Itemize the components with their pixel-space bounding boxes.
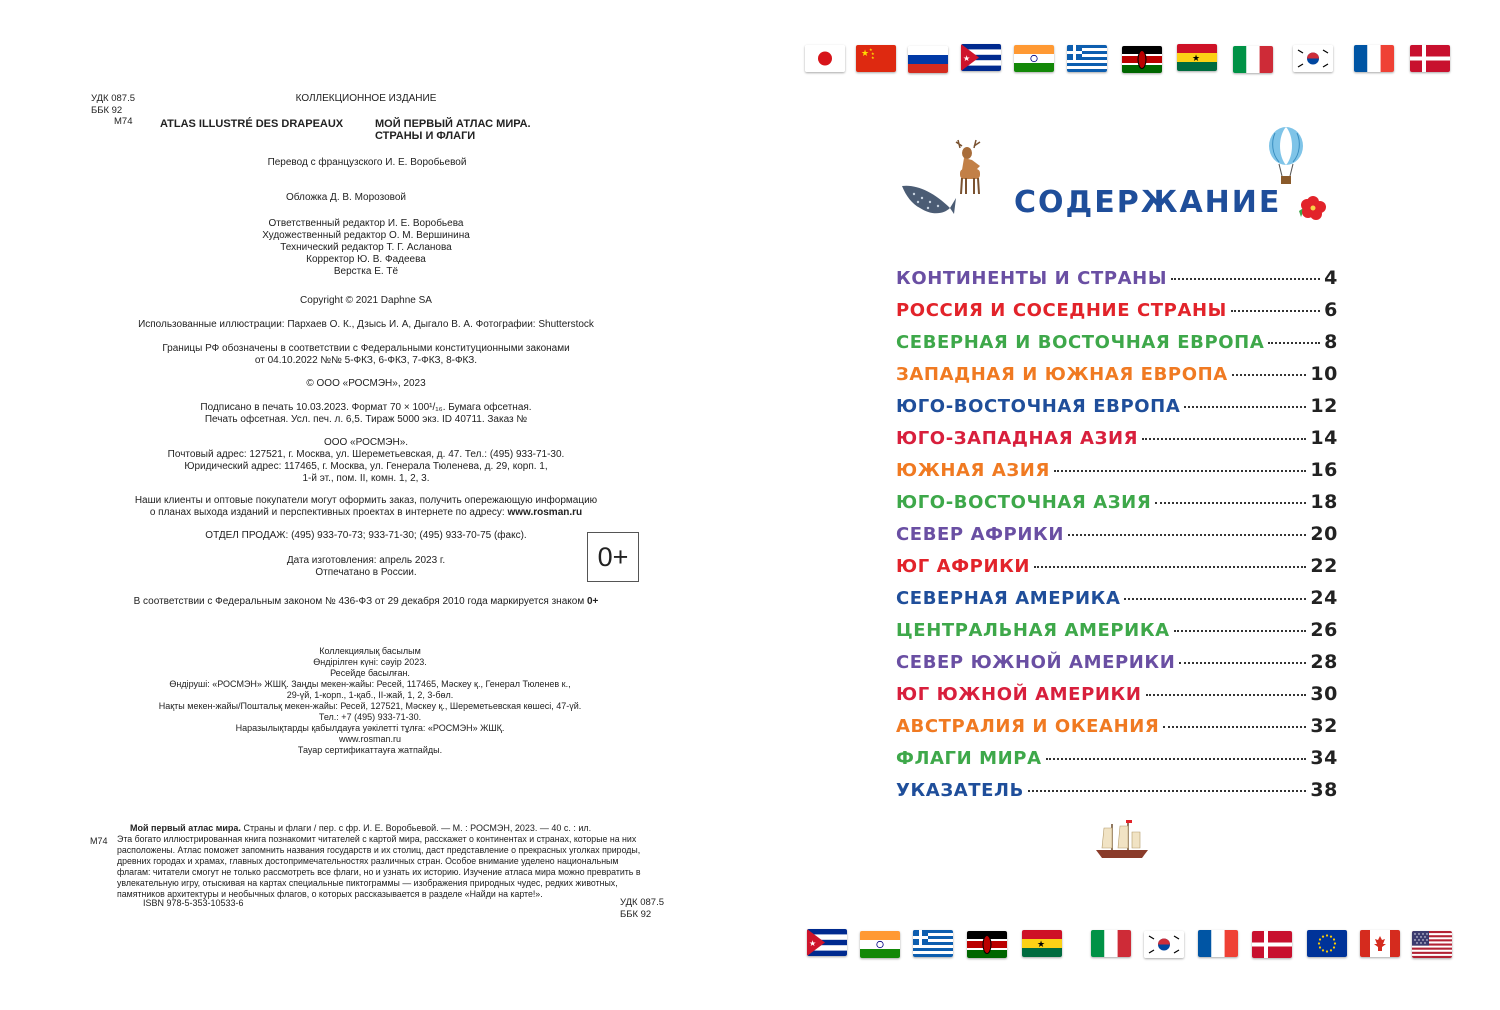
sales-department: ОТДЕЛ ПРОДАЖ: (495) 933-70-73; 933-71-30; (495) 933-70-75 (факс). xyxy=(205,530,527,541)
svg-text:★: ★ xyxy=(861,49,870,59)
toc-item-page: 26 xyxy=(1310,619,1338,641)
russia-flag-icon xyxy=(908,46,948,73)
toc-item-page: 24 xyxy=(1310,587,1338,609)
clients-line: о планах выхода изданий и перспективных проектах в интернете по адресу: xyxy=(149,507,505,518)
denmark-flag-icon xyxy=(1252,931,1292,958)
toc-item[interactable] xyxy=(896,587,1338,613)
greece-flag-icon xyxy=(1067,45,1107,72)
toc-item[interactable] xyxy=(896,299,1338,325)
toc-item-page: 16 xyxy=(1310,459,1338,481)
toc-item-page: 30 xyxy=(1310,683,1338,705)
annotation-citation: Страны и флаги / пер. с фр. И. Е. Воробьевой. — М. : РОСМЭН, 2023. — 40 с. : ил. xyxy=(240,823,592,833)
canada-flag-icon xyxy=(1360,930,1400,957)
france-flag-icon xyxy=(1198,930,1238,957)
bbk-code: ББК 92 xyxy=(620,908,652,920)
credit-line: Верстка Е. Тё xyxy=(333,266,399,277)
cuba-flag-icon xyxy=(961,44,1001,71)
toc-item-page: 38 xyxy=(1310,779,1338,801)
toc-leader-dots xyxy=(1231,310,1320,312)
svg-text:★: ★ xyxy=(809,939,817,948)
borders-note xyxy=(162,343,569,367)
toc-item-page: 14 xyxy=(1310,427,1338,449)
toc-item[interactable] xyxy=(896,523,1338,549)
france-flag-icon xyxy=(1354,45,1394,72)
toc-leader-dots xyxy=(1028,790,1306,792)
toc-item-label: ЮГО-ВОСТОЧНАЯ АЗИЯ xyxy=(896,492,1152,513)
toc-item-page: 32 xyxy=(1310,715,1338,737)
toc-item-page: 22 xyxy=(1310,555,1338,577)
borders-line: Границы РФ обозначены в соответствии с Федеральными конституционными законами xyxy=(162,343,570,354)
south-korea-flag-icon xyxy=(1293,45,1333,72)
toc-leader-dots xyxy=(1171,278,1320,280)
author-mark: М74 xyxy=(114,116,133,127)
title-russian-line-1: МОЙ ПЕРВЫЙ АТЛАС МИРА. xyxy=(375,118,531,130)
printed-in: Отпечатано в России. xyxy=(315,567,417,578)
denmark-flag-icon xyxy=(1410,45,1450,72)
credit-line: Технический редактор Т. Г. Асланова xyxy=(280,242,452,253)
india-flag-icon xyxy=(1014,45,1054,72)
udk-code: УДК 087.5 xyxy=(620,897,664,908)
toc-leader-dots xyxy=(1142,438,1306,440)
annotation-description: Эта богато иллюстрированная книга познакомит читателей с картой мира, расскажет о континентах и странах, которые на них расположены. Атлас поможет запомнить названия государств и их столиц, даст представление о прекрасных уголках природы, древних городах и храмах, главных достопримечательностях различных стран. Особое внимание уделено национальным флагам: читатели смогут не только рассмотреть все флаги, но и узнать их историю. Изучение атласа мира можно превратить в увлекательную игру, отыскивая на картах специальные пиктограммы — изображения природных чудес, редких животных, памятников архитектуры и необычных флагов, о которых рассказывается в разделе «Найди на карте!». xyxy=(117,834,641,899)
kazakh-line: Тауар сертификаттауға жатпайды. xyxy=(297,745,443,755)
hot-air-balloon-icon xyxy=(1266,126,1306,188)
udk-code: УДК 087.5 xyxy=(91,93,135,104)
cover-credit: Обложка Д. В. Морозовой xyxy=(285,192,407,203)
law-notice xyxy=(134,596,599,608)
japan-flag-icon xyxy=(805,45,845,72)
svg-text:★: ★ xyxy=(1037,940,1046,950)
toc-item-label: ЮГО-ВОСТОЧНАЯ ЕВРОПА xyxy=(896,396,1181,417)
toc-item[interactable] xyxy=(896,459,1338,485)
toc-leader-dots xyxy=(1054,470,1306,472)
law-text: В соответствии с Федеральным законом № 436-ФЗ от 29 декабря 2010 года маркируется знаком xyxy=(133,596,585,607)
title-russian-line-2: СТРАНЫ И ФЛАГИ xyxy=(375,130,476,142)
toc-leader-dots xyxy=(1124,598,1306,600)
toc-item[interactable] xyxy=(896,491,1338,517)
toc-item[interactable] xyxy=(896,619,1338,645)
svg-text:★: ★ xyxy=(963,54,971,63)
toc-item-page: 34 xyxy=(1310,747,1338,769)
toc-leader-dots xyxy=(1068,534,1306,536)
kazakh-imprint xyxy=(159,646,582,756)
toc-item[interactable] xyxy=(896,779,1338,805)
udk-bottom xyxy=(620,897,664,920)
svg-text:★: ★ xyxy=(1192,54,1201,64)
print-info-line: Подписано в печать 10.03.2023. Формат 70 × 100¹/₁₆. Бумага офсетная. xyxy=(200,402,532,413)
toc-item-label: СЕВЕР ЮЖНОЙ АМЕРИКИ xyxy=(896,652,1176,673)
toc-item-label: СЕВЕРНАЯ И ВОСТОЧНАЯ ЕВРОПА xyxy=(896,332,1265,353)
toc-leader-dots xyxy=(1232,374,1307,376)
ghana-flag-icon xyxy=(1022,930,1062,957)
title-russian xyxy=(375,118,531,142)
toc-item[interactable] xyxy=(896,555,1338,581)
toc-item[interactable] xyxy=(896,747,1338,773)
toc-leader-dots xyxy=(1179,662,1306,664)
toc-item[interactable] xyxy=(896,331,1338,357)
sailing-ship-icon xyxy=(1094,820,1150,862)
manufacture-info xyxy=(287,555,445,579)
kazakh-line: Өндіруші: «РОСМЭН» ЖШҚ. Заңды мекен-жайы: Ресей, 117465, Мәскеу қ., Генерал Тюленев к., xyxy=(169,679,571,689)
toc-item[interactable] xyxy=(896,395,1338,421)
svg-text:★: ★ xyxy=(869,47,873,52)
toc-item-page: 28 xyxy=(1310,651,1338,673)
toc-leader-dots xyxy=(1174,630,1307,632)
print-info xyxy=(200,402,531,426)
law-mark: 0+ xyxy=(586,596,599,607)
cuba-flag-icon xyxy=(807,929,847,956)
deer-icon xyxy=(946,136,990,198)
address-line: Юридический адрес: 117465, г. Москва, ул. Генерала Тюленева, д. 29, корп. 1, xyxy=(184,461,548,472)
clients-line: Наши клиенты и оптовые покупатели могут оформить заказ, получить опережающую информацию xyxy=(134,495,598,506)
annotation-code: М74 xyxy=(90,836,108,846)
copyright: Copyright © 2021 Daphne SA xyxy=(300,295,432,306)
website-link[interactable]: www.rosman.ru xyxy=(507,507,583,518)
china-flag-icon xyxy=(856,45,896,72)
toc-item-page: 4 xyxy=(1324,267,1338,289)
age-rating-badge: 0+ xyxy=(587,532,639,582)
toc-item-label: УКАЗАТЕЛЬ xyxy=(896,780,1024,801)
toc-leader-dots xyxy=(1146,694,1307,696)
annotation-title: Мой первый атлас мира. xyxy=(130,823,241,833)
manufacture-date: Дата изготовления: апрель 2023 г. xyxy=(286,555,446,566)
editorial-credits xyxy=(262,218,470,278)
svg-text:★: ★ xyxy=(871,55,875,60)
toc-item-label: ЮГО-ЗАПАДНАЯ АЗИЯ xyxy=(896,428,1139,449)
kazakh-line: Коллекциялық басылым xyxy=(319,646,421,656)
toc-item-label: СЕВЕР АФРИКИ xyxy=(896,524,1064,545)
toc-item-label: КОНТИНЕНТЫ И СТРАНЫ xyxy=(896,268,1168,289)
toc-item-page: 20 xyxy=(1310,523,1338,545)
toc-item[interactable] xyxy=(896,427,1338,453)
address-line: ООО «РОСМЭН». xyxy=(323,437,409,448)
udk-top xyxy=(91,93,135,128)
credit-line: Корректор Ю. В. Фадеева xyxy=(306,254,426,265)
bbk-code: ББК 92 xyxy=(91,104,123,116)
toc-item-label: ФЛАГИ МИРА xyxy=(896,748,1042,769)
usa-flag-icon xyxy=(1412,931,1452,958)
toc-leader-dots xyxy=(1268,342,1320,344)
kazakh-line: Ресейде басылған. xyxy=(330,668,410,678)
toc-item[interactable] xyxy=(896,267,1338,293)
kazakh-line: Өндірілген күні: сәуір 2023. xyxy=(313,657,427,667)
greece-flag-icon xyxy=(913,930,953,957)
kenya-flag-icon xyxy=(967,931,1007,958)
toc-leader-dots xyxy=(1046,758,1307,760)
toc-item[interactable] xyxy=(896,651,1338,677)
toc-item-label: ЮГ АФРИКИ xyxy=(896,556,1031,577)
toc-item[interactable] xyxy=(896,715,1338,741)
toc-item-label: АВСТРАЛИЯ И ОКЕАНИЯ xyxy=(896,716,1160,737)
india-flag-icon xyxy=(860,931,900,958)
kenya-flag-icon xyxy=(1122,46,1162,73)
toc-item-label: ЗАПАДНАЯ И ЮЖНАЯ ЕВРОПА xyxy=(896,364,1228,385)
kazakh-line: Наразылықтарды қабылдауға уәкілетті тұлға: «РОСМЭН» ЖШҚ. xyxy=(235,723,505,733)
toc-item-page: 12 xyxy=(1310,395,1338,417)
toc-item-page: 8 xyxy=(1324,331,1338,353)
bibliographic-annotation xyxy=(90,823,670,900)
publisher-address xyxy=(168,437,565,485)
address-line: 1-й эт., пом. II, комн. 1, 2, 3. xyxy=(302,473,430,484)
translation-credit: Перевод с французского И. Е. Воробьевой xyxy=(267,157,467,168)
kazakh-line: 29-үй, 1-корп., 1-қаб., II-жай, 1, 2, 3-бөл. xyxy=(286,690,454,700)
credit-line: Ответственный редактор И. Е. Воробьева xyxy=(268,218,464,229)
print-info-line: Печать офсетная. Усл. печ. л. 6,5. Тираж 5000 экз. ID 40711. Заказ № xyxy=(204,414,528,425)
toc-leader-dots xyxy=(1184,406,1306,408)
kazakh-line: Тел.: +7 (495) 933-71-30. xyxy=(318,712,422,722)
toc-item-page: 10 xyxy=(1310,363,1338,385)
toc-item-page: 18 xyxy=(1310,491,1338,513)
toc-item[interactable] xyxy=(896,683,1338,709)
toc-item-label: СЕВЕРНАЯ АМЕРИКА xyxy=(896,588,1121,609)
collection-label: КОЛЛЕКЦИОННОЕ ИЗДАНИЕ xyxy=(295,93,437,104)
contents-page xyxy=(750,0,1500,1010)
title-french: ATLAS ILLUSTRÉ DES DRAPEAUX xyxy=(160,118,344,130)
toc-item-label: ЮГ ЮЖНОЙ АМЕРИКИ xyxy=(896,684,1142,705)
european-union-flag-icon xyxy=(1307,930,1347,957)
isbn: ISBN 978-5-353-10533-6 xyxy=(143,898,244,908)
toc-leader-dots xyxy=(1034,566,1306,568)
south-korea-flag-icon xyxy=(1144,931,1184,958)
italy-flag-icon xyxy=(1233,46,1273,73)
kazakh-line: Нақты мекен-жайы/Поштальқ мекен-жайы: Ресей, 127521, Мәскеу қ., Шереметьевская көшесі, 47-үй. xyxy=(158,701,582,711)
borders-line: от 04.10.2022 №№ 5-ФКЗ, 6-ФКЗ, 7-ФКЗ, 8-ФКЗ. xyxy=(254,355,478,366)
credit-line: Художественный редактор О. М. Вершинина xyxy=(262,230,470,241)
hibiscus-flower-icon xyxy=(1295,193,1327,221)
rosman-copyright: © ООО «РОСМЭН», 2023 xyxy=(306,378,426,389)
illustrations-credit: Использованные иллюстрации: Пархаев О. К., Дзысь И. А, Дыгало В. А. Фотографии: Shutterstock xyxy=(138,319,594,330)
kazakh-line: www.rosman.ru xyxy=(338,734,401,744)
toc-item-label: ЦЕНТРАЛЬНАЯ АМЕРИКА xyxy=(896,620,1170,641)
toc-item-label: РОССИЯ И СОСЕДНИЕ СТРАНЫ xyxy=(896,300,1227,321)
ghana-flag-icon xyxy=(1177,44,1217,71)
italy-flag-icon xyxy=(1091,930,1131,957)
toc-leader-dots xyxy=(1163,726,1306,728)
address-line: Почтовый адрес: 127521, г. Москва, ул. Шереметьевская, д. 47. Тел.: (495) 933-71-30. xyxy=(167,449,565,460)
svg-text:★: ★ xyxy=(871,51,875,56)
toc-item-label: ЮЖНАЯ АЗИЯ xyxy=(896,460,1050,481)
clients-note xyxy=(135,495,597,519)
toc-item-page: 6 xyxy=(1324,299,1338,321)
toc-leader-dots xyxy=(1155,502,1306,504)
toc-item[interactable] xyxy=(896,363,1338,389)
contents-title: СОДЕРЖАНИЕ xyxy=(1014,185,1282,220)
